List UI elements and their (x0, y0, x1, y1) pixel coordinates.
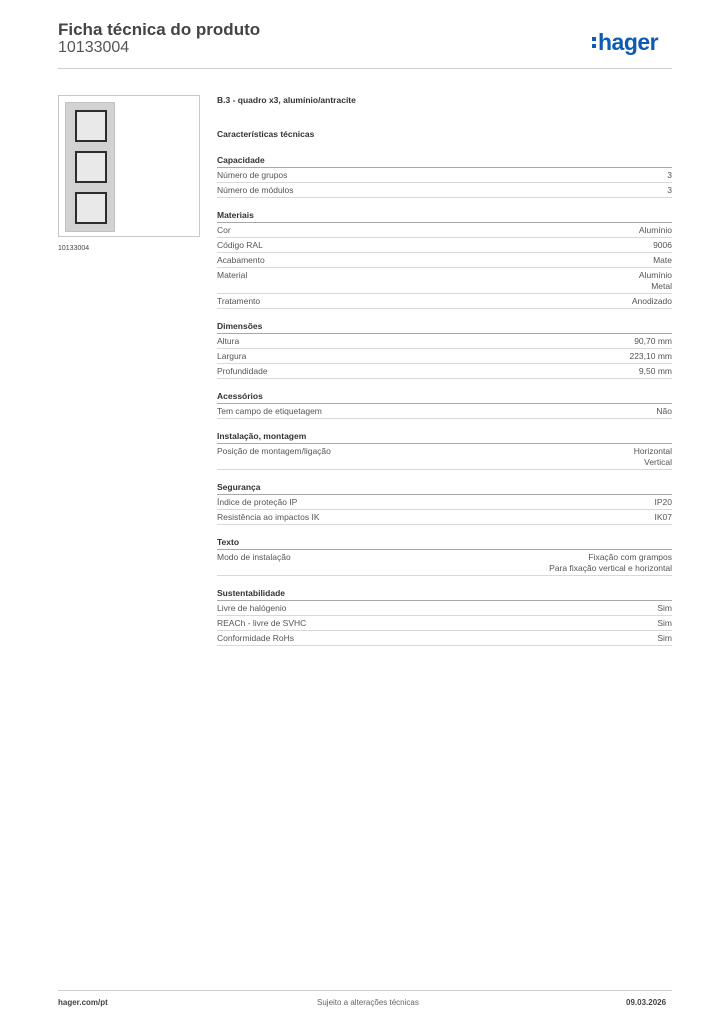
spec-row (217, 444, 672, 470)
spec-value (655, 512, 673, 523)
spec-value (634, 336, 672, 347)
hager-logo (592, 28, 658, 56)
spec-label: REACh - livre de SVHC (217, 618, 307, 628)
footer-notice: Sujeito a alterações técnicas (317, 998, 419, 1007)
section-title: Acessórios (217, 391, 672, 404)
spec-value-line: Para fixação vertical e horizontal (549, 563, 672, 573)
spec-value (632, 296, 672, 307)
spec-value-line: Sim (657, 633, 672, 643)
spec-label: Número de módulos (217, 185, 294, 195)
spec-label: Profundidade (217, 366, 268, 376)
spec-row (217, 183, 672, 198)
spec-row (217, 253, 672, 268)
spec-label: Largura (217, 351, 247, 361)
spec-value (549, 552, 672, 574)
spec-row (217, 550, 672, 576)
product-number: 10133004 (58, 39, 130, 56)
spec-row (217, 238, 672, 253)
spec-label: Índice de proteção IP (217, 497, 298, 507)
spec-section (217, 210, 672, 309)
image-caption: 10133004 (58, 245, 90, 252)
spec-row (217, 168, 672, 183)
frame-opening-3 (75, 192, 107, 224)
spec-row (217, 495, 672, 510)
spec-value (657, 633, 672, 644)
footer-website: hager.com/pt (58, 998, 108, 1007)
spec-value-line: Alumínio (638, 225, 672, 235)
section-title: Dimensões (217, 321, 672, 334)
product-image-box (58, 95, 200, 237)
page-title: Ficha técnica do produto (58, 20, 261, 39)
frame-opening-2 (75, 151, 107, 183)
spec-value (634, 446, 672, 468)
section-title: Sustentabilidade (217, 588, 672, 601)
spec-label: Acabamento (217, 255, 265, 265)
spec-row (217, 404, 672, 419)
spec-label: Código RAL (217, 240, 263, 250)
spec-value-line: Fixação com grampos (588, 552, 672, 562)
spec-label: Posição de montagem/ligação (217, 446, 331, 456)
spec-row (217, 510, 672, 525)
logo-text: hager (598, 29, 659, 55)
section-title: Segurança (217, 482, 672, 495)
spec-row (217, 601, 672, 616)
spec-row (217, 631, 672, 646)
section-title: Materiais (217, 210, 672, 223)
spec-value-line: 9006 (653, 240, 672, 250)
spec-row (217, 349, 672, 364)
spec-label: Tratamento (217, 296, 261, 306)
spec-subtitle: Características técnicas (217, 129, 315, 139)
logo-dots-icon (592, 37, 596, 48)
spec-label: Livre de halógenio (217, 603, 287, 613)
spec-section (217, 537, 672, 576)
spec-value (639, 270, 672, 292)
spec-value-line: IK07 (654, 512, 672, 522)
spec-row (217, 223, 672, 238)
spec-row (217, 616, 672, 631)
spec-value (656, 406, 672, 417)
spec-value-line: Sim (657, 603, 672, 613)
spec-row (217, 268, 672, 294)
frame-opening-1 (75, 110, 107, 142)
spec-section (217, 588, 672, 646)
spec-row (217, 364, 672, 379)
spec-section (217, 431, 672, 470)
section-title: Instalação, montagem (217, 431, 672, 444)
spec-label: Altura (217, 336, 240, 346)
spec-value-line: Anodizado (631, 296, 672, 306)
spec-value-line: Não (656, 406, 672, 416)
spec-value (639, 366, 672, 377)
spec-value-line: 3 (667, 185, 672, 195)
spec-value (657, 603, 672, 614)
spec-content (217, 95, 672, 658)
section-title: Capacidade (217, 155, 672, 168)
spec-row (217, 294, 672, 309)
spec-value-line: 9,50 mm (638, 366, 672, 376)
footer-date: 09.03.2026 (626, 998, 667, 1007)
spec-value-line: IP20 (654, 497, 672, 507)
spec-value (629, 351, 672, 362)
spec-value (653, 255, 672, 266)
spec-value-line: 223,10 mm (629, 351, 672, 361)
spec-value-line: Mate (653, 255, 672, 265)
spec-section (217, 321, 672, 379)
header-divider (58, 68, 672, 69)
spec-label: Cor (217, 225, 231, 235)
spec-value-line: Horizontal (633, 446, 672, 456)
spec-value (653, 240, 672, 251)
spec-label: Conformidade RoHs (217, 633, 295, 643)
spec-value (667, 170, 672, 181)
spec-section (217, 482, 672, 525)
spec-value-line: Vertical (644, 457, 672, 467)
spec-label: Tem campo de etiquetagem (217, 406, 322, 416)
spec-label: Número de grupos (217, 170, 288, 180)
spec-value (667, 185, 672, 196)
spec-label: Resistência ao impactos IK (217, 512, 320, 522)
spec-sections (217, 155, 672, 646)
spec-value-line: Sim (657, 618, 672, 628)
spec-value-line: Alumínio (638, 270, 672, 280)
spec-value-line: 3 (667, 170, 672, 180)
spec-value (639, 225, 672, 236)
spec-value-line: 90,70 mm (634, 336, 672, 346)
spec-value (655, 497, 673, 508)
spec-label: Modo de instalação (217, 552, 291, 562)
footer-divider (58, 990, 672, 991)
spec-label: Material (217, 270, 248, 280)
product-frame-image (65, 102, 115, 232)
spec-row (217, 334, 672, 349)
spec-value-line: Metal (651, 281, 672, 291)
spec-value (657, 618, 672, 629)
spec-section (217, 391, 672, 419)
spec-section (217, 155, 672, 198)
product-name: B.3 - quadro x3, alumínio/antracite (217, 95, 356, 105)
section-title: Texto (217, 537, 672, 550)
